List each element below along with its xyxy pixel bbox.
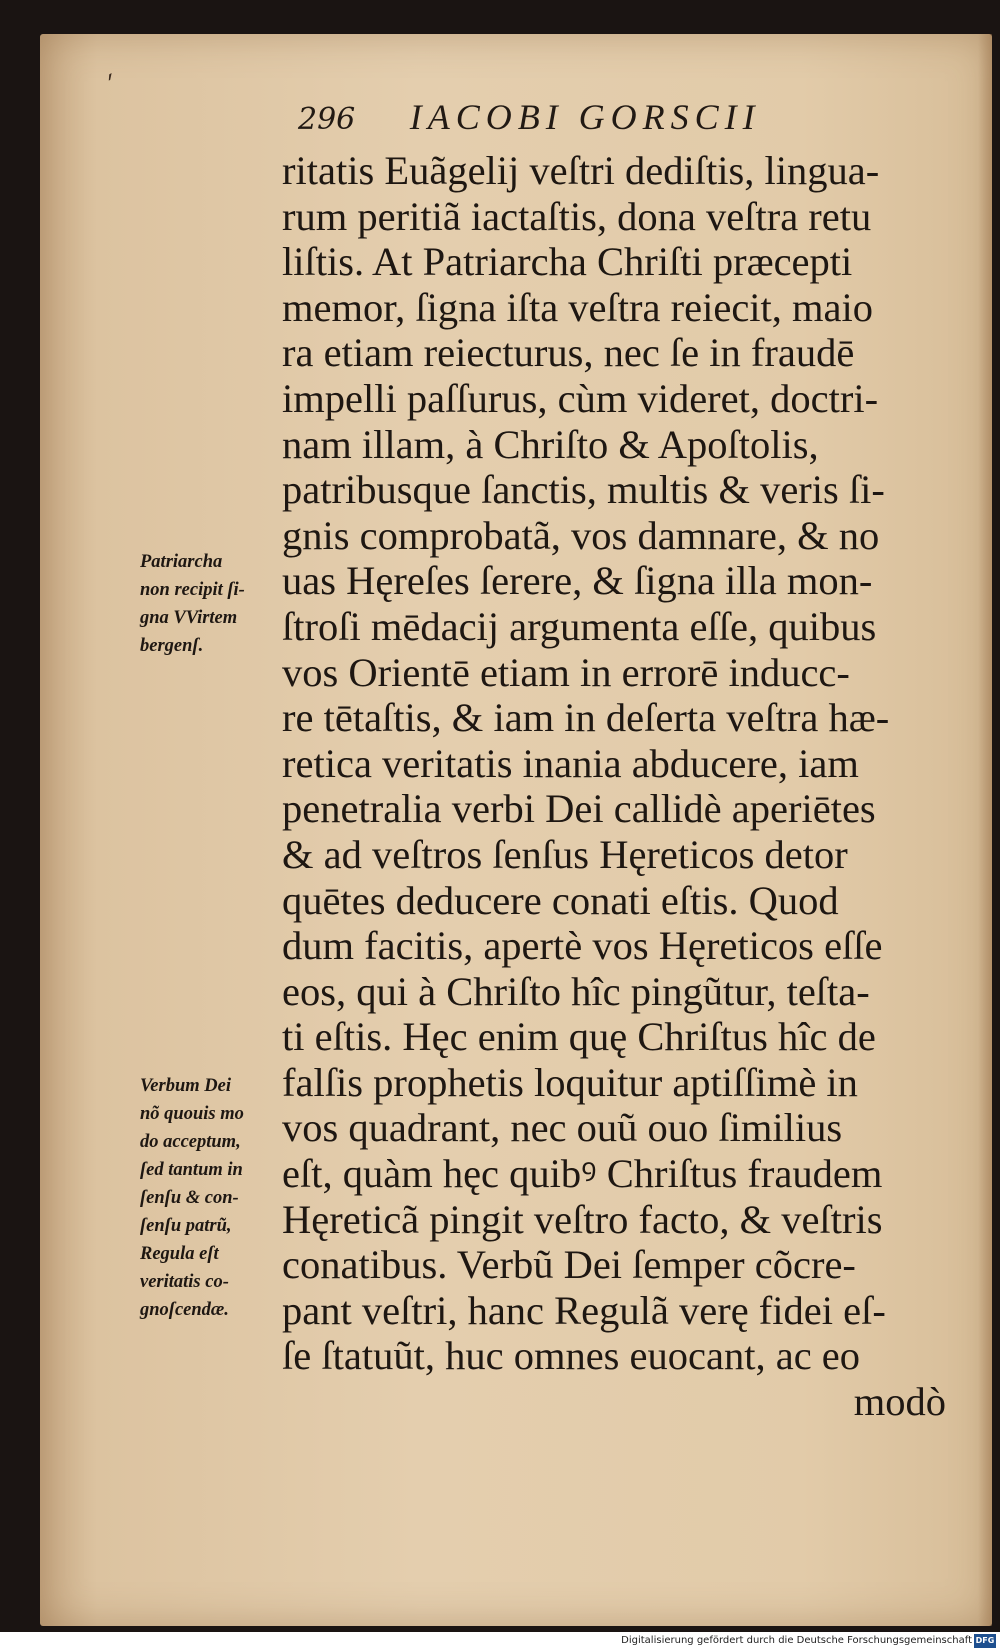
text-line: & ad veſtros ſenſus Hęreticos detor: [282, 831, 848, 877]
text-line: Hęreticã pingit veſtro facto, & veſtris: [282, 1196, 883, 1242]
text-line: rum peritiã iactaſtis, dona veſtra retu: [282, 193, 872, 239]
running-title: IACOBI GORSCII: [409, 97, 761, 137]
running-head: [298, 96, 761, 138]
text-line: eos, qui à Chriſto hîc pingũtur, teſta-: [282, 968, 870, 1014]
text-line: retica veritatis inania abducere, iam: [282, 740, 859, 786]
margin-note-line: gnoſcendæ.: [140, 1300, 229, 1320]
dfg-logo-icon: DFG: [974, 1634, 996, 1648]
text-line: eſt, quàm hęc quibꝰ Chriſtus fraudem: [282, 1151, 883, 1197]
text-line: memor, ſigna iſta veſtra reiecit, maio: [282, 284, 874, 330]
margin-note-patriarcha: [140, 548, 245, 660]
main-text-block: [282, 148, 958, 1425]
text-line: ra etiam reiecturus, nec ſe in fraudē: [282, 330, 855, 376]
margin-note-line: ſenſu & con-: [140, 1188, 239, 1208]
page-edge-shadow: [978, 34, 992, 1626]
margin-note-line: Regula eſt: [140, 1244, 219, 1264]
text-line: falſis prophetis loquitur aptiſſimè in: [282, 1059, 858, 1105]
page-number: 296: [298, 102, 356, 137]
margin-note-verbum-dei: [140, 1072, 244, 1324]
text-line: quētes deducere conati eſtis. Quod: [282, 877, 839, 923]
text-line: vos Orientē etiam in errorē inducc-: [282, 649, 850, 695]
text-line: vos quadrant, nec ouũ ouo ſimilius: [282, 1105, 843, 1151]
margin-note-line: ſenſu patrũ,: [140, 1216, 232, 1236]
text-line: re tētaſtis, & iam in deſerta veſtra hæ-: [282, 695, 890, 741]
margin-note-line: Verbum Dei: [140, 1076, 231, 1096]
text-line: gnis comprobatã, vos damnare, & no: [282, 512, 880, 558]
digitization-credit-bar: [0, 1632, 1000, 1652]
text-line: ſtroſi mēdacij argumenta eſſe, quibus: [282, 603, 877, 649]
margin-note-line: veritatis co-: [140, 1272, 229, 1292]
text-line: dum facitis, apertè vos Hęreticos eſſe: [282, 923, 883, 969]
text-line: penetralia verbi Dei callidè aperiētes: [282, 786, 876, 832]
margin-note-line: do acceptum,: [140, 1132, 241, 1152]
text-line: nam illam, à Chriſto & Apoſtolis,: [282, 421, 819, 467]
margin-note-line: Patriarcha: [140, 552, 223, 572]
text-line: pant veſtri, hanc Regulã verę fidei eſ-: [282, 1287, 886, 1333]
pencil-tick-mark: ´: [99, 68, 129, 105]
margin-note-line: ſed tantum in: [140, 1160, 243, 1180]
text-line: liſtis. At Patriarcha Chriſti præcepti: [282, 239, 853, 285]
credit-text: Digitalisierung gefördert durch die Deutsche Forschungsgemeinschaft: [621, 1635, 972, 1646]
text-line: conatibus. Verbũ Dei ſemper cõcre-: [282, 1242, 856, 1288]
margin-note-line: nõ quouis mo: [140, 1104, 244, 1124]
margin-note-line: bergenſ.: [140, 636, 204, 656]
catchword: modò: [853, 1379, 946, 1425]
text-line: patribusque ſanctis, multis & veris ſi-: [282, 467, 885, 513]
margin-note-line: gna VVirtem: [140, 608, 238, 628]
text-line: uas Hęreſes ſerere, & ſigna illa mon-: [282, 558, 873, 604]
text-line: ritatis Euãgelij veſtri dediſtis, lingua-: [282, 148, 880, 193]
text-line: ti eſtis. Hęc enim quę Chriſtus hîc de: [282, 1014, 876, 1060]
margin-note-line: non recipit ſi-: [140, 580, 245, 600]
text-line: ſe ſtatuũt, huc omnes euocant, ac eo: [282, 1333, 861, 1379]
text-line: impelli paſſurus, cùm videret, doctri-: [282, 375, 879, 421]
